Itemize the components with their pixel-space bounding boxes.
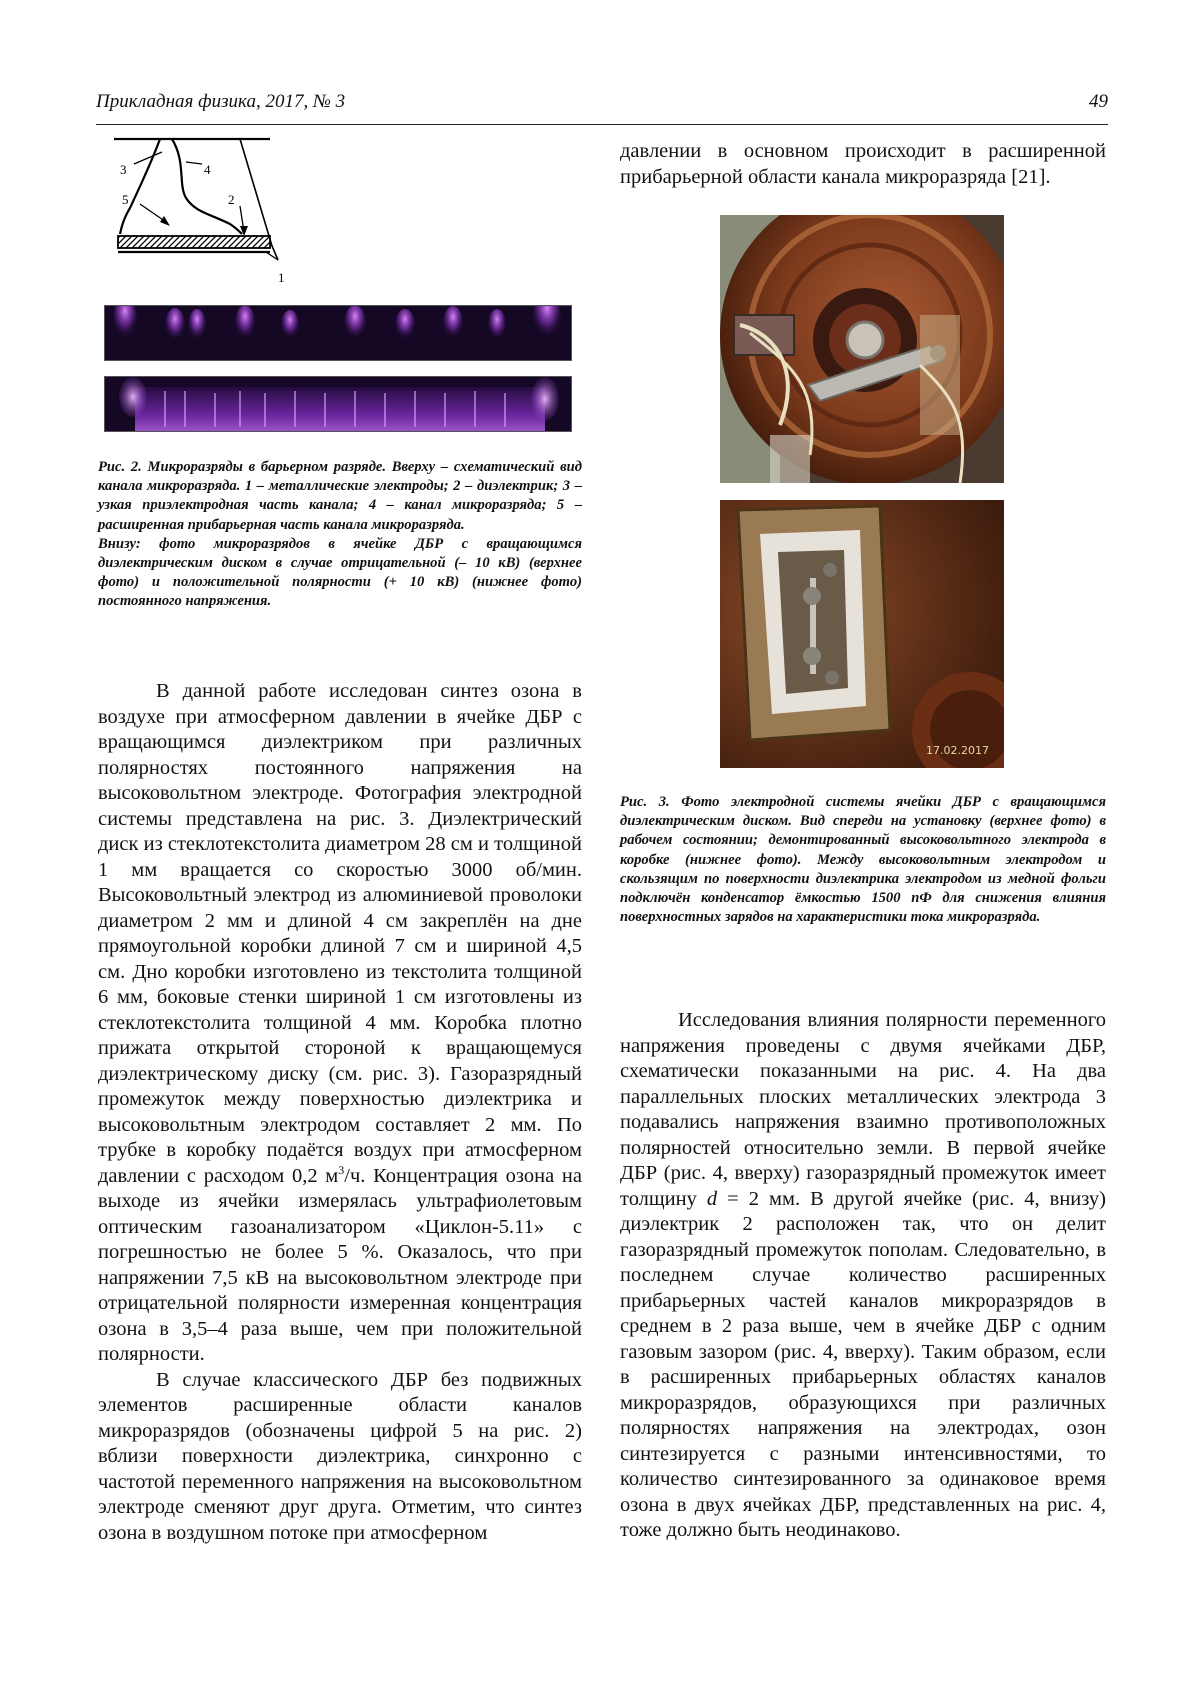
label-5: 5 [122, 192, 129, 207]
dielectric-layer [118, 236, 270, 248]
header-divider [96, 124, 1108, 125]
variable-d: d [706, 1187, 718, 1210]
arrowhead-5 [160, 216, 170, 226]
left-column-text [98, 679, 582, 1546]
figure3-caption: Рис. 3. Фото электродной системы ячейки ДБР с вращающимся диэлектрическим диском. Вид спереди на установку (верхнее фото) в рабочем состоянии; демонтированный высоковольтного электрода в коробке (нижнее фото). Между высоковольтным электродом и скользящим по поверхности диэлектрика электродом из медной фольги подключён конденсатор ёмкостью 1500 пФ для снижения влияния поверхностных зарядов на характеристики тока микроразряда. [620, 794, 1106, 926]
microdischarge-photo-positive [104, 376, 572, 432]
paragraph-polarity-study [620, 1008, 1106, 1544]
figure2-caption-part2: Внизу: фото микроразрядов в ячейке ДБР с вращающимся диэлектрическим диском в случае отрицательной (– 10 кВ) (верхнее фото) и положительной полярности (+ 10 кВ) (нижнее фото) постоянного напряжения. [98, 535, 582, 610]
photo-date-stamp: 17.02.2017 [926, 744, 989, 757]
label-1: 1 [278, 270, 285, 285]
figure2-caption-part1: Рис. 2. Микроразряды в барьерном разряде. Вверху – схематический вид канала микроразряда. 1 – металлические электроды; 2 – диэлектрик; 3 – узкая приэлектродная часть канала; 4 – канал микроразряда; 5 – расширенная прибарьерная часть канала микроразряда. [98, 459, 582, 533]
paragraph-polarity-study-part1: Исследования влияния полярности переменного напряжения проведены с двумя ячейками ДБР, схематически показанными на рис. 4. На два параллельных плоских металлических электрода 3 подавались напряжения взаимно противоположных полярностей относительно земли. В первой ячейке ДБР (рис. 4, вверху) газоразрядный промежуток имеет толщину [620, 1009, 1106, 1210]
right-column-continuation: давлении в основном происходит в расширенной прибарьерной области канала микроразряда [21]. [620, 140, 1106, 188]
microdischarge-schematic [100, 136, 320, 288]
label-3: 3 [120, 162, 127, 177]
paragraph-polarity-study-part2: = 2 мм. В другой ячейке (рис. 4, внизу) диэлектрик 2 расположен так, что он делит газоразрядный промежуток пополам. Следовательно, в последнем случае количество расширенных прибарьерных частей каналов микроразрядов в среднем в 2 раза выше, чем в ячейке ДБР с одним газовым зазором (рис. 4, вверху). Таким образом, если в расширенных прибарьерных областях каналов микроразрядов, образующихся при различных полярностях напряжения на электродах, озон синтезируется с разными интенсивностями, то количество синтезированного за одинаковое время озона в двух ячейках ДБР, представленных на рис. 4, тоже должно быть неодинаково. [620, 1187, 1107, 1541]
channel-right [172, 139, 242, 234]
channel-left [120, 139, 160, 234]
paragraph-ozone-synthesis-part2: /ч. Концентрация озона на выходе из ячейки измерялась ультрафиолетовым оптическим газоанализатором «Циклон-5.11» с погрешностью не более 5 %. Оказалось, что при напряжении 7,5 кВ на высоковольтном электроде при отрицательной полярности измеренная концентрация озона в 3,5–4 раза выше, чем при положительной полярности. [98, 1164, 582, 1365]
pointer-4 [186, 162, 202, 164]
paragraph-ozone-synthesis-part1: В данной работе исследован синтез озона в воздухе при атмосферном давлении в ячейке ДБР с вращающимся диэлектриком при различных полярностях постоянного напряжения на высоковольтном электроде. Фотография электродной системы представлена на рис. 3. Диэлектрический диск из стеклотекстолита диаметром 28 см и толщиной 1 мм вращается со скоростью 3000 об/мин. Высоковольтный электрод из алюминиевой проволоки диаметром 2 мм и длиной 4 см закреплён на дне прямоугольной коробки длиной 7 см и шириной 4,5 см. Дно коробки изготовлено из текстолита толщиной 6 мм, боковые стенки шириной 1 см изготовлены из стеклотекстолита толщиной 4 мм. Коробка плотно прижата открытой стороной к вращающемуся диэлектрическому диску (см. рис. 3). Газоразрядный промежуток между поверхностью диэлектрика и высоковольтным электродом составляет 2 мм. По трубке в коробку подаётся воздух при атмосферном давлении с расходом 0,2 м [98, 680, 582, 1187]
paragraph-classic-dbd: В случае классического ДБР без подвижных элементов расширенные области каналов микроразрядов (обозначены цифрой 5 на рис. 2) вблизи поверхности диэлектрика, синхронно с частотой переменного напряжения на высоковольтном электроде сменяют друг друга. Отметим, что синтез озона в воздушном потоке при атмосферном [98, 1368, 582, 1544]
label-4: 4 [204, 162, 211, 177]
photo-electrode-setup [720, 215, 1004, 483]
page-number: 49 [1089, 91, 1108, 112]
pointer-3 [134, 152, 162, 164]
superscript-3: 3 [338, 1162, 345, 1177]
journal-header: Прикладная физика, 2017, № 3 [96, 91, 346, 112]
microdischarge-photo-negative [104, 305, 572, 361]
photo-electrode-box [720, 500, 1004, 768]
label-2: 2 [228, 192, 235, 207]
figure2-caption [98, 458, 582, 612]
paragraph-ozone-synthesis [98, 679, 582, 1368]
right-column-text [620, 1008, 1106, 1544]
